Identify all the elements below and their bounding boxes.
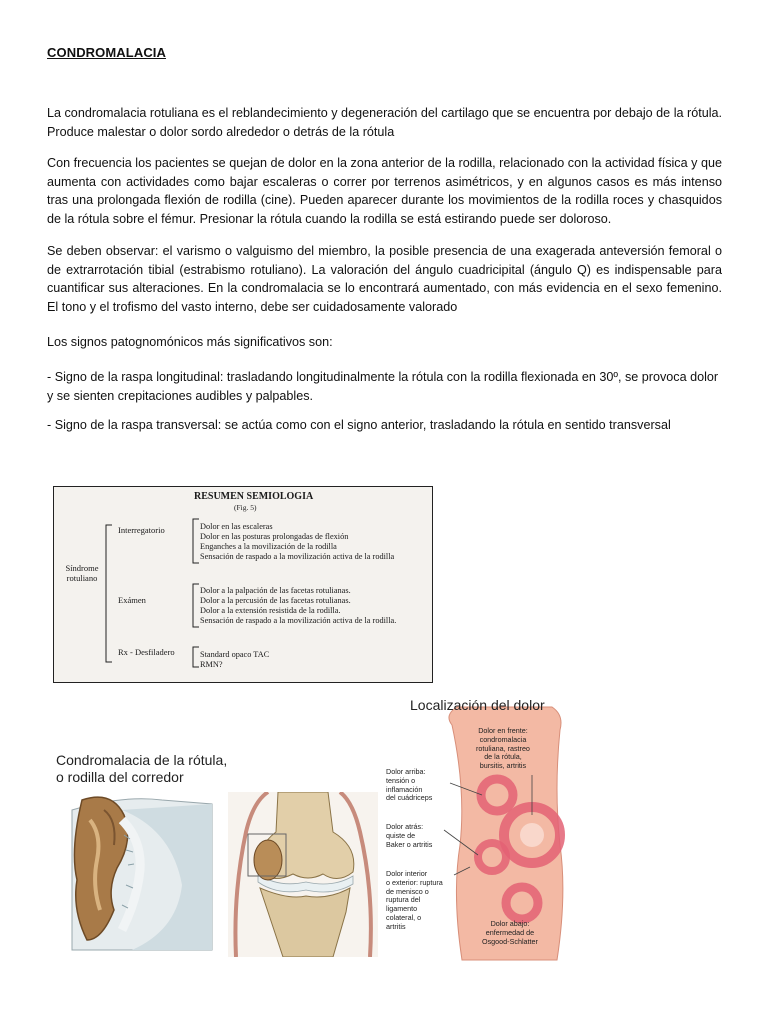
semiology-examen-label: Exámen [118, 595, 146, 605]
semiology-item: Standard opaco TAC [200, 650, 270, 659]
paragraph-sign-longitudinal: - Signo de la raspa longitudinal: trasladando longitudinalmente la rótula con la rodilla flexionada en 30º, se provoca dolor y se sienten crepitaciones audibles y palpables. [47, 370, 719, 403]
label-line: quiste de [386, 830, 416, 840]
paragraph-observation: Se deben observar: el varismo o valguismo del miembro, la posible presencia de una exagerada anteversión femoral o de extrarrotación tibial (estrabismo rotuliano). La valoración del ángulo cuadricipital (ángulo Q) es indispensable para cuantificar sus alteraciones. En la condromalacia se lo encontrará aumentado, con más evidencia en el sexo femenino. El tono y el trofismo del vasto interno, debe ser cuidadosamente valorado [47, 244, 722, 314]
label-line: inflamación [386, 784, 423, 794]
caption-line: o rodilla del corredor [56, 769, 184, 785]
semiology-item: Sensación de raspado a la movilización activa de la rodilla [200, 552, 395, 561]
semiology-syndrome-label: Síndrome rotuliano [65, 563, 99, 583]
semiology-summary-figure [53, 486, 433, 683]
semiology-item: RMN? [200, 660, 223, 669]
patella-closeup-illustration [62, 790, 222, 955]
semiology-item: Dolor a la palpación de las facetas rotulianas. [200, 586, 351, 595]
knee-joint-illustration [228, 792, 378, 957]
label-line: colateral, o [386, 912, 422, 922]
semiology-item: Dolor a la percusión de las facetas rotulianas. [200, 596, 351, 605]
label-line: Dolor abajo: [490, 919, 530, 928]
chondromalacia-caption [56, 752, 227, 786]
caption-line: Condromalacia de la rótula, [56, 752, 228, 768]
label-line: Dolor en frente: [478, 726, 528, 735]
semiology-item: Dolor en las posturas prolongadas de flexión [200, 532, 349, 541]
pain-localization-title: Localización del dolor [410, 697, 545, 713]
pain-label-below [482, 920, 538, 946]
label-line: Dolor atrás: [386, 822, 424, 831]
label-line: ligamento [386, 904, 418, 914]
label-line: ruptura del [386, 895, 421, 905]
pain-label-above [386, 768, 432, 803]
label-line: tensión o [386, 775, 416, 785]
pain-label-behind [386, 823, 432, 849]
paragraph-signs-intro: Los signos patognomónicos más significativos son: [47, 335, 333, 349]
paragraph-definition: La condromalacia rotuliana es el reblandecimiento y degeneración del cartilago que se encuentra por debajo de la rótula. Produce malestar o dolor sordo alrededor o detrás de la rótula [47, 106, 722, 139]
semiology-title: RESUMEN SEMIOLOGIA [194, 491, 314, 502]
pain-label-inner [386, 870, 443, 932]
label-line: Dolor arriba: [386, 767, 426, 776]
label-line: Dolor interior [386, 869, 428, 878]
label-line: Baker o artritis [386, 839, 433, 849]
paragraph-sign-transversal: - Signo de la raspa transversal: se actúa como con el signo anterior, trasladando la rótula en sentido transversal [47, 418, 671, 432]
label-line: condromalacia [479, 734, 527, 744]
semiology-item: Enganches a la movilización de la rodilla [200, 542, 337, 551]
semiology-rx-label: Rx - Desfiladero [118, 647, 175, 657]
document-title: CONDROMALACIA [47, 45, 167, 60]
pain-label-front [476, 727, 530, 771]
label-line: del cuádriceps [386, 793, 433, 803]
semiology-interrogatorio-label: Interregatorio [118, 525, 165, 535]
label-line: bursitis, artritis [479, 761, 527, 771]
semiology-item: Dolor a la extensión resistida de la rodilla. [200, 606, 341, 615]
label-line: de la rótula, [484, 752, 522, 762]
label-line: o exterior: ruptura [386, 877, 443, 887]
semiology-item: Sensación de raspado a la movilización activa de la rodilla. [200, 616, 397, 625]
label-line: de menisco o [386, 886, 429, 896]
label-line: rotuliana, rastreo [476, 743, 530, 753]
paragraph-symptoms: Con frecuencia los pacientes se quejan de dolor en la zona anterior de la rodilla, relacionado con la actividad física y que aumenta con actividades como bajar escaleras o correr por terrenos asimétricos, y en algunos casos es más intenso tras una prolongada flexión de rodilla (cine). Pueden aparecer durante los movimientos de la rodilla roces y chasquidos de la rótula sobre el fémur. Presionar la rótula cuando la rodilla se está estirando puede ser doloroso. [47, 156, 722, 226]
semiology-item: Dolor en las escaleras [200, 522, 273, 531]
label-line: enfermedad de [485, 927, 535, 937]
label-line: artritis [386, 921, 406, 931]
label-line: Osgood-Schlatter [482, 936, 538, 946]
semiology-subtitle: (Fig. 5) [234, 503, 257, 512]
